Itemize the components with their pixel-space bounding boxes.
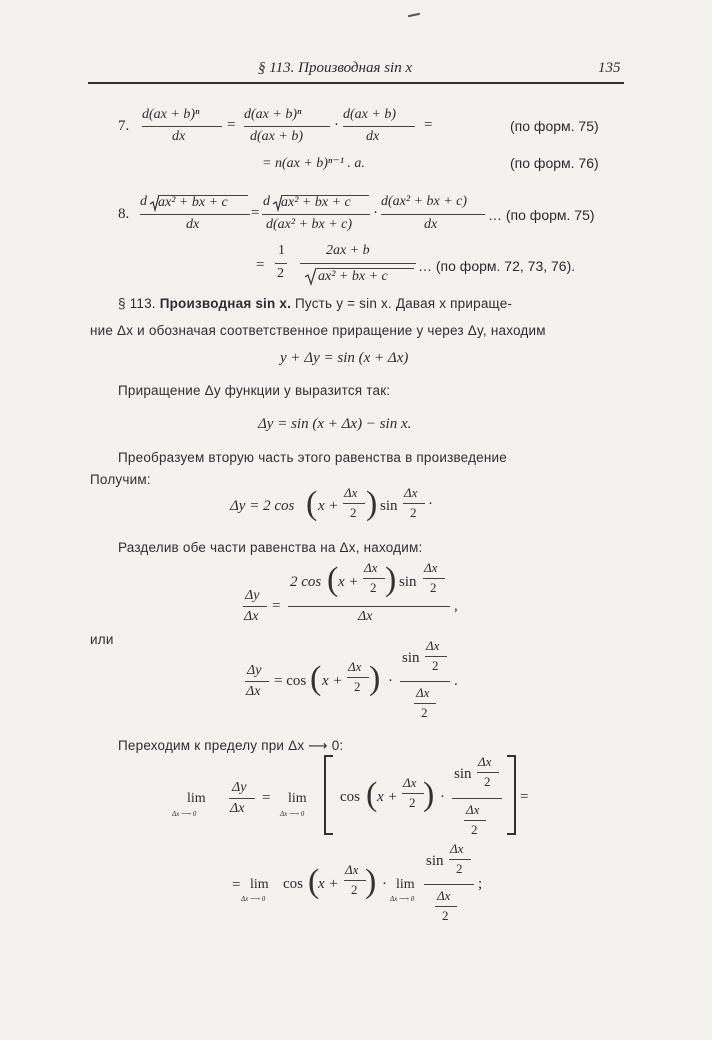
fraction-bar	[245, 681, 269, 682]
multiplication-dot: ·	[382, 876, 387, 892]
cos-operator: cos	[283, 876, 303, 892]
fraction-denominator: dx	[366, 129, 380, 144]
formula-reference: … (по форм. 75)	[488, 207, 595, 223]
multiplication-dot: ·	[334, 117, 339, 133]
right-paren-icon: )	[385, 561, 397, 598]
paragraph-line-1	[118, 296, 512, 311]
numerator-cos: 2 cos	[290, 574, 322, 590]
fraction-numerator: Δx	[364, 560, 378, 575]
equals-sign: =	[256, 257, 265, 273]
sin-operator: sin	[454, 766, 472, 782]
fraction-bar	[243, 606, 267, 607]
scan-speck	[408, 13, 420, 17]
equals-sign: =	[262, 790, 271, 806]
fraction-bar	[300, 263, 416, 264]
or-text: или	[90, 632, 114, 647]
right-paren-icon: )	[366, 485, 378, 522]
fraction-bar	[262, 214, 370, 215]
equation-line: = n(ax + b)ⁿ⁻¹ . a.	[262, 156, 365, 171]
fraction-bar	[435, 906, 457, 907]
fraction-bar	[344, 880, 366, 881]
section-title: § 113. Производная sin x	[258, 60, 413, 76]
fraction-denominator: 2	[277, 266, 284, 281]
formula-reference: (по форм. 75)	[510, 118, 599, 134]
fraction-bar	[229, 798, 255, 799]
cos-operator: cos	[340, 789, 360, 805]
fraction-bar	[275, 263, 287, 264]
equation-term: x +	[377, 789, 398, 805]
sin-operator: sin	[380, 498, 398, 514]
fraction-denominator: Δx	[244, 609, 259, 624]
fraction-numerator: Δx	[426, 638, 440, 653]
radical-sign-icon	[304, 266, 316, 286]
fraction-bar	[142, 126, 222, 127]
header-rule	[88, 82, 624, 84]
fraction-denominator: Δx	[358, 609, 373, 624]
fraction-numerator: Δx	[478, 754, 492, 769]
paragraph-line-2: ние Δx и обозначая соответственное приращение y через Δy, находим	[90, 323, 546, 338]
fraction-denominator: dx	[186, 217, 200, 232]
main-fraction-bar	[452, 798, 502, 799]
fraction-numerator: Δy	[247, 663, 262, 678]
fraction-bar	[423, 578, 445, 579]
lim-operator: lim	[396, 877, 415, 892]
formula-reference: … (по форм. 72, 73, 76).	[418, 258, 576, 274]
fraction-bar	[425, 656, 447, 657]
formula-reference: (по форм. 76)	[510, 155, 599, 171]
left-paren-icon: (	[366, 776, 378, 813]
fraction-bar	[363, 578, 385, 579]
fraction-numerator: Δx	[450, 841, 464, 856]
radicand: ax² + bx + c	[158, 195, 228, 210]
fraction-denominator: 2	[442, 908, 449, 923]
paragraph-text: Пусть y = sin x. Давая x прираще-	[291, 296, 513, 311]
fraction-denominator: 2	[350, 505, 357, 520]
equals-sign: =	[227, 117, 236, 133]
transform-text-line-1: Преобразуем вторую часть этого равенства в произведение	[118, 450, 507, 465]
equation-tail: ·	[428, 496, 433, 512]
page-number: 135	[598, 60, 621, 76]
multiplication-dot: ·	[440, 789, 445, 805]
main-fraction-bar	[400, 681, 450, 682]
equation-lhs: Δy = 2 cos	[230, 498, 295, 514]
fraction-denominator: 2	[484, 774, 491, 789]
fraction-bar	[464, 820, 486, 821]
fraction-bar	[381, 214, 485, 215]
fraction-numerator: d(ax² + bx + c)	[381, 194, 468, 209]
example-number: 7.	[118, 118, 130, 134]
fraction-bar	[449, 859, 471, 860]
right-paren-icon: )	[365, 863, 377, 900]
equals-sign: =	[520, 789, 529, 805]
lim-subscript: Δx ⟶ 0	[241, 895, 266, 903]
left-bracket-icon	[323, 755, 335, 835]
limit-text: Переходим к пределу при Δx ⟶ 0:	[118, 738, 344, 753]
radicand: ax² + bx + c	[281, 195, 351, 210]
fraction-numerator: Δx	[416, 685, 430, 700]
fraction-denominator: 2	[410, 505, 417, 520]
left-paren-icon: (	[306, 485, 318, 522]
lim-subscript: Δx ⟶ 0	[172, 810, 197, 818]
differential-d: d	[263, 194, 270, 209]
section-heading: Производная sin x.	[159, 296, 292, 311]
increment-equation: y + Δy = sin (x + Δx)	[280, 350, 409, 366]
fraction-bar	[140, 214, 250, 215]
fraction-numerator: 1	[278, 243, 285, 258]
fraction-bar	[477, 772, 499, 773]
multiplication-dot: ·	[373, 205, 378, 221]
fraction-bar	[402, 793, 424, 794]
fraction-numerator: Δx	[437, 888, 451, 903]
fraction-bar	[343, 503, 365, 504]
fraction-bar	[244, 126, 330, 127]
equals-sign: =	[424, 117, 433, 133]
lim-subscript: Δx ⟶ 0	[280, 810, 305, 818]
delta-y-equation: Δy = sin (x + Δx) − sin x.	[258, 416, 412, 432]
fraction-numerator: Δx	[348, 659, 362, 674]
comma: ,	[454, 598, 458, 614]
equation-term: x +	[338, 574, 359, 590]
example-number: 8.	[118, 206, 130, 222]
lim-operator: lim	[288, 791, 307, 806]
period: .	[454, 673, 458, 689]
fraction-numerator: d(ax + b)	[343, 107, 396, 122]
multiplication-dot: ·	[388, 673, 393, 689]
sin-operator: sin	[399, 574, 417, 590]
right-bracket-icon	[505, 755, 517, 835]
left-paren-icon: (	[327, 561, 339, 598]
semicolon: ;	[478, 876, 483, 892]
differential-d: d	[140, 194, 147, 209]
fraction-denominator: 2	[456, 861, 463, 876]
equals-cos: = cos	[274, 673, 307, 689]
fraction-numerator: Δx	[344, 485, 358, 500]
fraction-numerator: Δy	[245, 588, 260, 603]
fraction-bar	[343, 126, 415, 127]
fraction-denominator: 2	[421, 705, 428, 720]
increment-text: Приращение Δy функции y выразится так:	[118, 383, 391, 398]
fraction-numerator: d(ax + b)ⁿ	[142, 107, 200, 122]
fraction-denominator: d(ax² + bx + c)	[266, 217, 353, 232]
fraction-numerator: Δx	[404, 485, 418, 500]
equation-term: x +	[318, 876, 339, 892]
fraction-denominator: 2	[370, 580, 377, 595]
equals-sign: =	[272, 598, 281, 614]
fraction-denominator: dx	[172, 129, 186, 144]
fraction-denominator: Δx	[230, 801, 245, 816]
fraction-numerator: Δx	[403, 775, 417, 790]
fraction-numerator: 2ax + b	[326, 243, 370, 258]
right-paren-icon: )	[423, 776, 435, 813]
left-paren-icon: (	[308, 863, 320, 900]
fraction-numerator: Δx	[466, 802, 480, 817]
fraction-denominator: 2	[432, 658, 439, 673]
sin-operator: sin	[426, 853, 444, 869]
main-fraction-bar	[424, 884, 474, 885]
lim-operator: lim	[250, 877, 269, 892]
fraction-bar	[403, 503, 425, 504]
transform-text-line-2: Получим:	[90, 472, 151, 487]
fraction-denominator: d(ax + b)	[250, 129, 303, 144]
lim-subscript: Δx ⟶ 0	[390, 895, 415, 903]
sin-operator: sin	[402, 650, 420, 666]
equation-term: x +	[318, 498, 339, 514]
fraction-bar	[347, 677, 369, 678]
fraction-denominator: 2	[430, 580, 437, 595]
lim-operator: lim	[187, 791, 206, 806]
fraction-numerator: Δx	[345, 862, 359, 877]
radicand: ax² + bx + c	[318, 269, 388, 284]
fraction-denominator: 2	[351, 882, 358, 897]
equation-term: x +	[322, 673, 343, 689]
fraction-denominator: 2	[409, 795, 416, 810]
left-paren-icon: (	[310, 660, 322, 697]
equals-sign: =	[232, 877, 241, 893]
fraction-numerator: d(ax + b)ⁿ	[244, 107, 302, 122]
fraction-bar	[414, 703, 436, 704]
fraction-denominator: dx	[424, 217, 438, 232]
fraction-denominator: Δx	[246, 684, 261, 699]
divide-text: Разделив обе части равенства на Δx, находим:	[118, 540, 423, 555]
fraction-numerator: Δx	[424, 560, 438, 575]
equals-sign: =	[251, 205, 260, 221]
main-fraction-bar	[288, 606, 450, 607]
right-paren-icon: )	[369, 660, 381, 697]
fraction-numerator: Δy	[232, 780, 247, 795]
fraction-denominator: 2	[354, 679, 361, 694]
fraction-denominator: 2	[471, 822, 478, 837]
section-number: § 113.	[118, 296, 160, 311]
